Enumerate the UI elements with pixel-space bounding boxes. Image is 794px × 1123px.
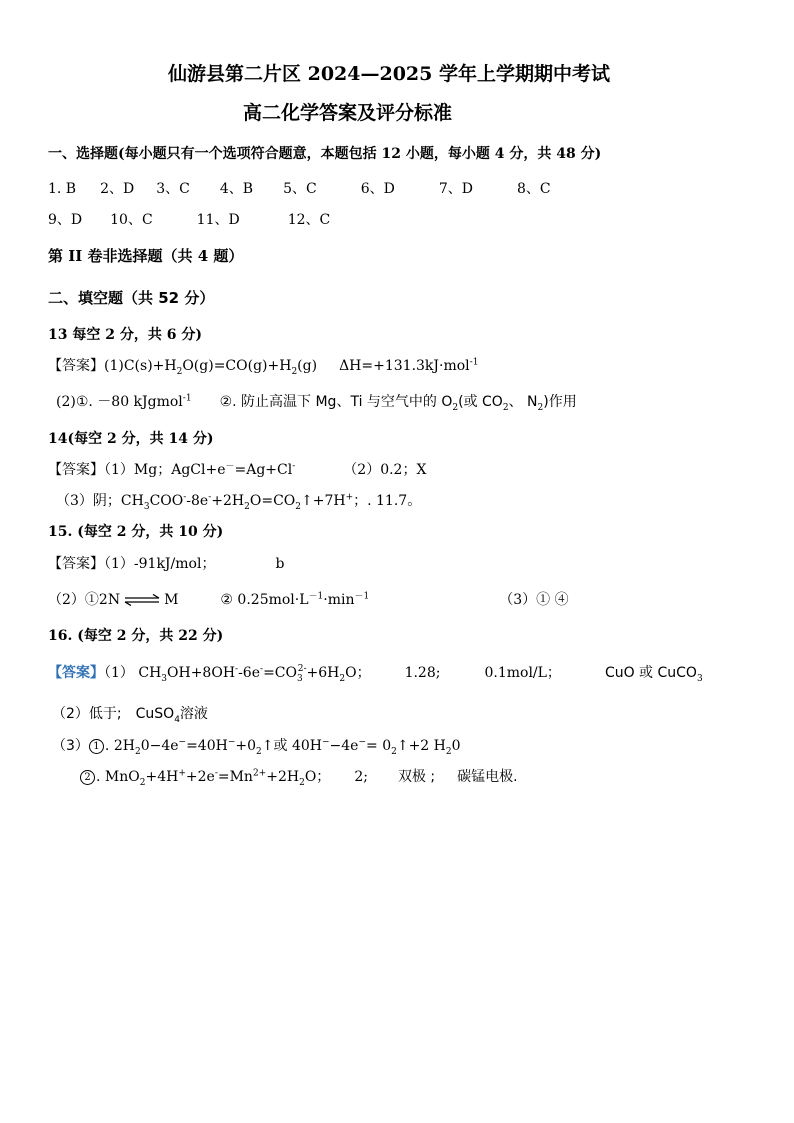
mc-answer: 4、B [219, 181, 254, 197]
answer-part: -8e [186, 493, 209, 509]
answer-part: = 0 [366, 738, 392, 754]
q16-answer-line1: 【答案】（1） $CH_3OH+8OH^--6e^-=CO_3^{2-}+6H_2O$； 1.28; 0.1mol/L； CuO 或 CuCO$_3$ [48, 664, 703, 684]
answer-part: +4H [145, 769, 179, 785]
answer-part: OH+8OH [167, 665, 236, 681]
enthalpy-value: ΔH=+131.3kJ·mol [339, 358, 470, 374]
answer-part: （1）Mg；AgCl+e [104, 462, 226, 478]
q16-answer-line4: 2 . $MnO_2+4H^++2e^-=Mn^{2+}+2H_2O$； 2; 双极 ; 碳锰电极. [80, 768, 518, 786]
section1-heading: 一、选择题 [48, 146, 118, 162]
answer-part: （2）0.2；X [343, 462, 427, 478]
answer-part: (或 CO [458, 394, 503, 410]
part2-heading: 第 II 卷非选择题（共 4 题） [48, 247, 244, 265]
mc-answer: 5、C [283, 181, 317, 197]
answer-part: 溶液 [179, 706, 208, 722]
answer-label: 【答案】 [48, 358, 104, 374]
circled-two-icon: 2 [80, 770, 95, 785]
answer-part: COO [149, 493, 184, 509]
answer-part: 碳锰电极. [457, 769, 518, 785]
mc-answer: 12、C [287, 212, 331, 228]
formula-text: (1)C(s)+H [104, 358, 177, 374]
answer-part: ↑+2 H [396, 738, 446, 754]
answer-label: 【答案】 [48, 556, 104, 572]
answer-part: CuO 或 CuCO [604, 665, 697, 681]
answer-part: M [164, 592, 179, 608]
answer-part: b [275, 556, 285, 572]
q15-heading: 15. (每空 2 分，共 10 分) [48, 524, 224, 540]
q16-answer-line2: （2）低于; CuSO$_4$溶液 [52, 706, 208, 725]
mc-answer: 8、C [516, 181, 551, 197]
answer-part: （3）阴；CH [56, 493, 144, 509]
q14-answer-line2: （3）阴；$CH_3COO^--8e^-+2H_2O=CO_2↑+7H^+$；. 11.7。 [56, 492, 422, 512]
answer-part: +2H [266, 769, 300, 785]
answer-part: O； [345, 665, 371, 681]
answer-part: =40H [186, 738, 228, 754]
answer-part: . 2H [104, 738, 135, 754]
answer-part: ② 0.25mol·L [220, 592, 309, 608]
answer-part: ↑或 40H [261, 738, 322, 754]
mc-answer: 2、D [100, 181, 135, 197]
answer-part: )作用 [543, 394, 577, 410]
answer-part: （2）低于; [52, 706, 122, 722]
q16-heading: 16. (每空 2 分，共 22 分) [48, 628, 224, 644]
answer-part: （3） [52, 738, 89, 754]
q13-heading: 13 每空 2 分，共 6 分) [48, 327, 202, 343]
mc-answer: 7、D [438, 181, 473, 197]
mc-answer: 10、C [110, 212, 153, 228]
answer-part: . MnO [96, 769, 140, 785]
formula-text: (g) [297, 358, 318, 374]
answer-part: ·min [323, 592, 355, 608]
section2-heading: 二、填空题（共 52 分） [48, 289, 215, 307]
answer-part: 2; [354, 769, 368, 785]
mc-answer: 6、D [360, 181, 395, 197]
answer-part: −4e [329, 738, 359, 754]
mc-answer: 11、D [196, 212, 240, 228]
answer-part: +0 [235, 738, 257, 754]
answer-part: +2H [211, 493, 245, 509]
page-title-line2: 高二化学答案及评分标准 [243, 102, 453, 124]
answer-part: ②. 防止高温下 Mg、Ti 与空气中的 O [219, 394, 453, 410]
formula-text: O(g)=CO(g)+H [182, 358, 292, 374]
q15-answer-line2: （2）①2N M ② $0.25mol\cdot L^{-1}\cdot\min^{-1}$ （3）① ④ [48, 591, 569, 608]
answer-part: 双极 ; [397, 769, 436, 785]
answer-part: （2）①2N [48, 592, 121, 608]
answer-part: =Ag+Cl [234, 462, 293, 478]
answer-label: 【答案】 [48, 665, 104, 681]
answer-part: O=CO [249, 493, 296, 509]
q16-answer-line3: （3） 1 . $2H_20-4e^-=40H^-+0_2↑$或 $40H^--4e^-= 0_2↑+2$ $H_20$ [52, 737, 461, 757]
answer-part: +6H [306, 665, 340, 681]
answer-part: CuSO [135, 706, 175, 722]
answer-part: （1） CH [104, 665, 162, 681]
answer-part: 0.1mol/L； [484, 665, 561, 681]
q13-answer-line2: (2)①. －80 kJgmol$^{-1}$ ②. 防止高温下 Mg、Ti 与空气中的 $O_2$(或 $CO_2$、 $N_2$)作用 [56, 393, 577, 413]
superscript: -1 [182, 393, 192, 404]
circled-one-icon: 1 [89, 739, 104, 754]
answer-part: O； [304, 769, 331, 785]
answer-part: (2)①. －80 kJgmol [56, 394, 183, 410]
answer-part: ；. 11.7。 [353, 493, 422, 509]
answer-part: 1.28; [404, 665, 441, 681]
answer-part: -6e [238, 665, 261, 681]
q14-answer-line1: 【答案】（1）Mg；AgCl+e－=Ag+Cl- （2）0.2；X [48, 461, 427, 478]
answer-label: 【答案】 [48, 462, 104, 478]
section1-heading-line [48, 145, 601, 163]
answer-part: ↑+7H [301, 493, 346, 509]
page-title-line1: 仙游县第二片区 2024—2025 学年上学期期中考试 [168, 63, 610, 85]
q13-answer-line1: 【答案】$(1)C(s)+H_2O(g)=CO(g)+H_2(g)$ ΔH=+131.3kJ·mol$^{-1}$ [48, 357, 479, 377]
answer-part: =Mn [217, 769, 253, 785]
mc-answer: 1. B [48, 181, 77, 197]
mc-row-1 [48, 180, 551, 198]
answer-part: 0−4e [140, 738, 179, 754]
answer-part: 、 N [508, 394, 538, 410]
answer-part: =CO [263, 665, 297, 681]
q15-answer-line1 [48, 555, 284, 573]
answer-part: +2e [185, 769, 215, 785]
section1-note: (每小题只有一个选项符合题意，本题包括 12 小题，每小题 4 分，共 48 分) [118, 146, 602, 162]
mc-answer: 3、C [156, 181, 190, 197]
equilibrium-arrow-icon [124, 594, 160, 606]
answer-part: （1）-91kJ/mol； [104, 556, 216, 572]
mc-row-2 [48, 211, 330, 229]
answer-part: 0 [451, 738, 461, 754]
mc-answer: 9、D [48, 212, 83, 228]
answer-part: （3）① ④ [499, 592, 569, 608]
q14-heading: 14(每空 2 分，共 14 分) [48, 431, 214, 447]
superscript: -1 [469, 357, 479, 368]
